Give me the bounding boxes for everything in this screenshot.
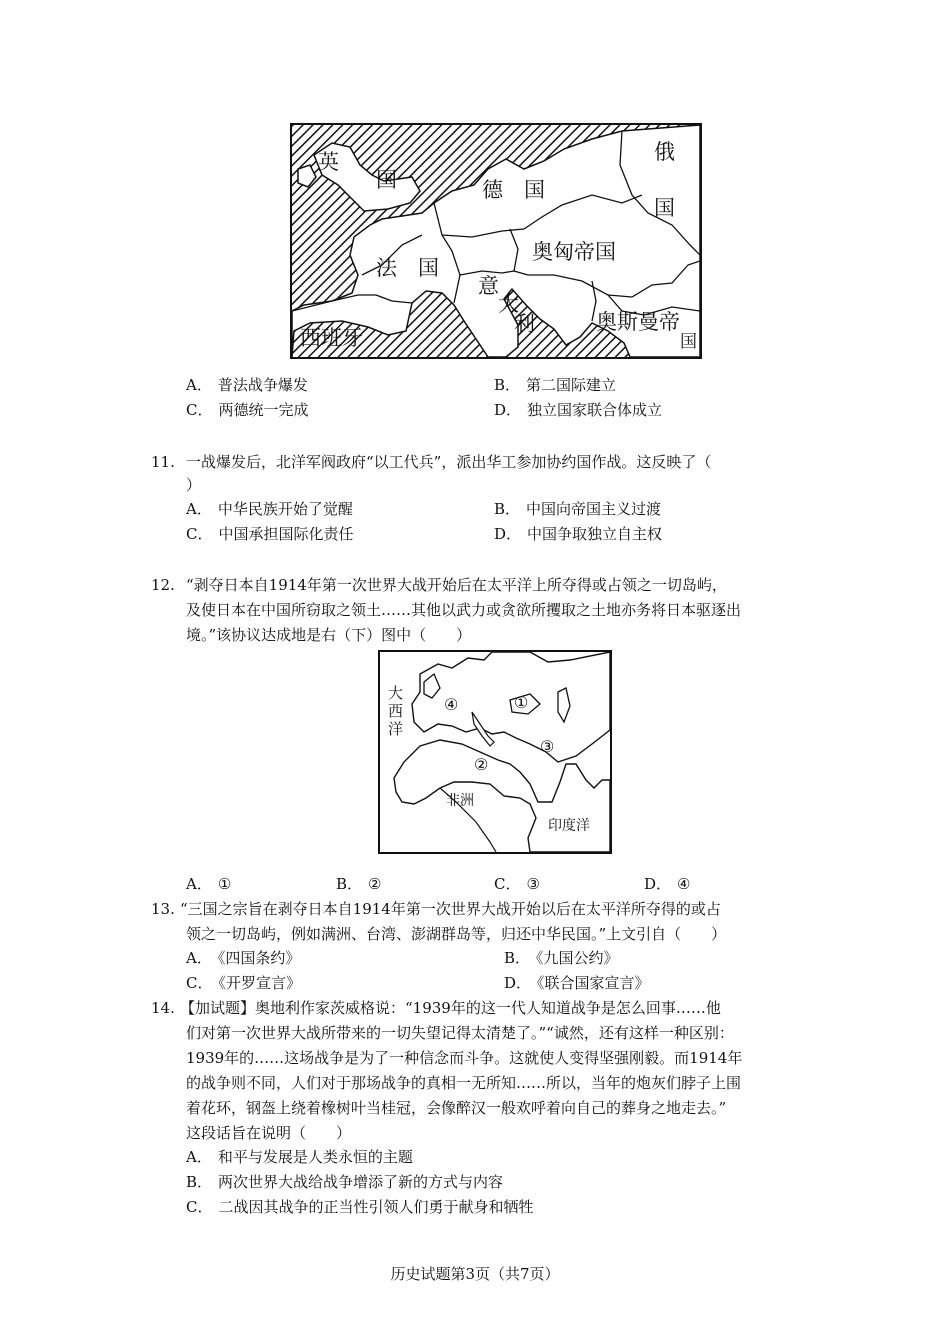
page-footer: 历史试题第3页（共7页） [390, 1265, 560, 1283]
map-label-germany: 德 国 [482, 178, 545, 202]
europe-map [290, 123, 702, 359]
q14-option-c[interactable]: C． 二战因其战争的正当性引领人们勇于献身和牺牲 [186, 1198, 534, 1216]
map-label-atlantic: 大 [388, 684, 404, 702]
q13-number: 13. [151, 900, 175, 918]
q13-option-a[interactable]: A． 《四国条约》 [186, 949, 301, 967]
map-label-ottoman: 奥斯曼帝 [596, 310, 680, 334]
q14-stem-line-4: 的战争则不同，人们对于那场战争的真相一无所知……所以，当年的炮灰们脖子上围 [186, 1074, 742, 1092]
q12-number: 12. [151, 576, 175, 594]
q11-option-b[interactable]: B． 中国向帝国主义过渡 [494, 500, 662, 518]
q12-stem-line-3: 境。”该协议达成地是右（下）图中（ ） [186, 626, 472, 644]
map-marker-4: ④ [444, 695, 459, 714]
q10-option-c[interactable]: C． 两德统一完成 [186, 401, 309, 419]
map-label-italy-2: 大 [498, 292, 519, 316]
q12-option-a[interactable]: A． ① [186, 875, 232, 893]
map-label-ottoman-2: 国 [680, 332, 697, 352]
map-label-austria-hungary: 奥匈帝国 [532, 240, 616, 264]
map-label-uk-2: 国 [376, 168, 397, 192]
q14-option-b[interactable]: B． 两次世界大战给战争增添了新的方式与内容 [186, 1173, 504, 1191]
q12-stem-line-1: “剥夺日本自1914年第一次世界大战开始后在太平洋上所夺得或占领之一切岛屿， [186, 576, 727, 594]
q13-stem-line-2: 领之一切岛屿，例如满洲、台湾、澎湖群岛等，归还中华民国。”上文引自（ ） [186, 925, 727, 943]
q12-option-b[interactable]: B． ② [336, 875, 382, 893]
q14-stem-line-2: 们对第一次世界大战所带来的一切失望记得太清楚了。”“诚然，还有这样一种区别： [186, 1024, 734, 1042]
q12-stem-line-2: 及使日本在中国所窃取之领土……其他以武力或贪欲所攫取之土地亦务将日本驱逐出 [186, 601, 742, 619]
q10-option-b[interactable]: B． 第二国际建立 [494, 376, 617, 394]
q11-stem-line-1: 一战爆发后，北洋军阀政府“以工代兵”，派出华工参加协约国作战。这反映了（ [186, 453, 712, 471]
q10-option-a[interactable]: A． 普法战争爆发 [186, 376, 308, 394]
map-label-italy-3: 利 [514, 312, 535, 336]
map-marker-3: ③ [540, 737, 555, 756]
map-label-italy: 意 [478, 274, 499, 298]
q12-option-d[interactable]: D． ④ [644, 875, 691, 893]
q14-stem-line-3: 1939年的……这场战争是为了一种信念而斗争。这就使人变得坚强刚毅。而1914年 [186, 1049, 743, 1067]
map-label-france: 法 国 [376, 256, 439, 280]
q13-option-b[interactable]: B． 《九国公约》 [504, 949, 619, 967]
q13-option-d[interactable]: D． 《联合国家宣言》 [504, 974, 650, 992]
q11-option-a[interactable]: A． 中华民族开始了觉醒 [186, 500, 353, 518]
q11-stem-line-2: ） [186, 476, 202, 494]
map-label-atlantic-3: 洋 [388, 720, 404, 738]
q14-number: 14. [151, 999, 175, 1017]
q10-option-d[interactable]: D． 独立国家联合体成立 [494, 401, 663, 419]
map-label-indian-ocean: 印度洋 [548, 818, 590, 834]
q11-option-c[interactable]: C． 中国承担国际化责任 [186, 525, 354, 543]
map-label-spain: 西班牙 [300, 326, 363, 350]
map-label-russia: 俄 [654, 140, 675, 164]
map-label-uk: 英 [318, 150, 339, 174]
map-label-atlantic-2: 西 [388, 702, 404, 720]
q11-option-d[interactable]: D． 中国争取独立自主权 [494, 525, 663, 543]
q14-stem-line-1: 【加试题】奥地利作家茨威格说：“1939年的这一代人知道战争是怎么回事……他 [180, 999, 721, 1017]
q13-stem-line-1: “三国之宗旨在剥夺日本自1914年第一次世界大战开始以后在太平洋所夺得的或占 [180, 900, 721, 918]
map-label-russia-2: 国 [654, 196, 675, 220]
q14-stem-line-5: 着花环，钢盔上绕着橡树叶当桂冠，会像醉汉一般欢呼着向自己的葬身之地走去。” [186, 1099, 727, 1117]
q11-number: 11. [151, 453, 175, 471]
map-marker-1: ① [514, 693, 529, 712]
q14-stem-line-6: 这段话旨在说明（ ） [186, 1124, 352, 1142]
q13-option-c[interactable]: C． 《开罗宣言》 [186, 974, 301, 992]
atlantic-africa-map [378, 650, 612, 854]
map-label-africa: 非洲 [446, 793, 474, 809]
q14-option-a[interactable]: A． 和平与发展是人类永恒的主题 [186, 1148, 413, 1166]
q12-option-c[interactable]: C． ③ [494, 875, 540, 893]
map-marker-2: ② [474, 755, 489, 774]
